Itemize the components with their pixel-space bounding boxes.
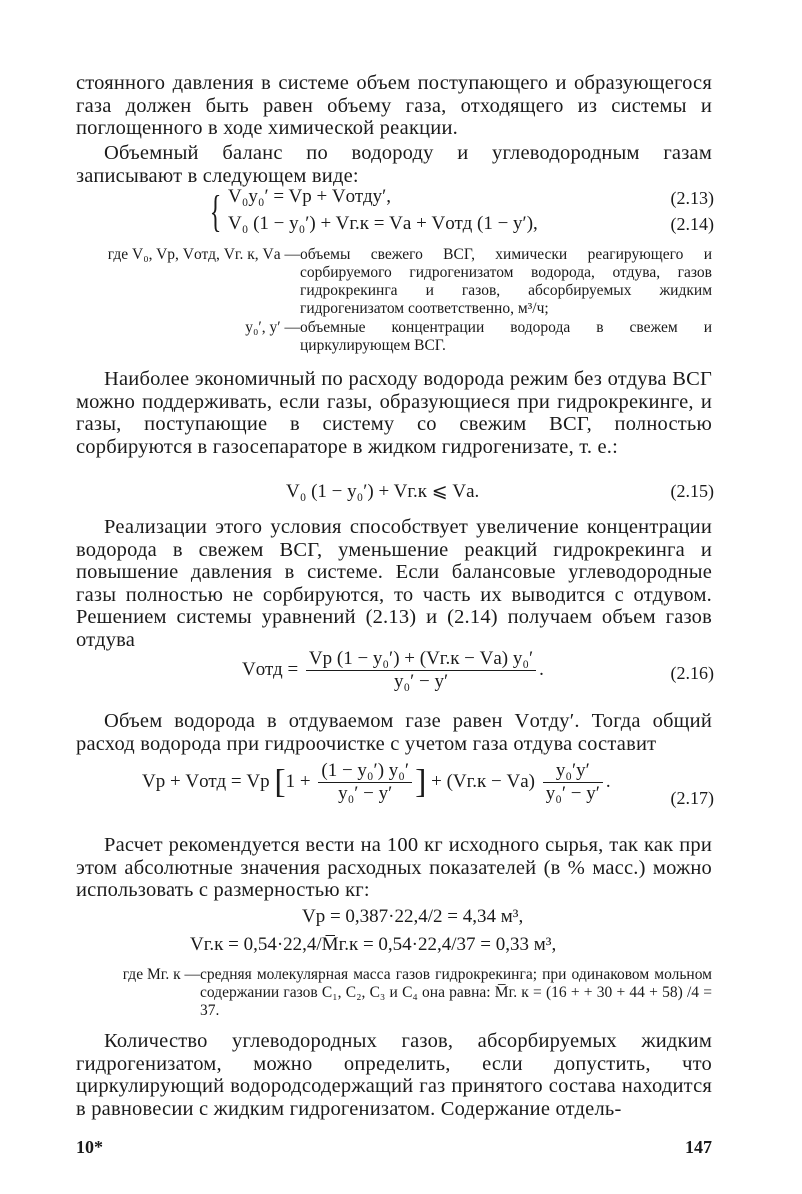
signature-mark: 10*	[76, 1137, 103, 1157]
where-label-concentrations: y₀′, y′ —	[245, 319, 300, 336]
eq17-fraction-2	[543, 760, 603, 805]
page-number: 147	[685, 1137, 712, 1157]
paragraph-hydrogen-volume: Объем водорода в отдуваемом газе равен Vотдy′. Тогда общий расход водорода при гидроочистке с учетом газа отдува составит	[76, 710, 712, 755]
calculation-vr: Vр = 0,387·22,4/2 = 4,34 м³,	[302, 906, 524, 927]
eq17-f1-denominator: y₀′ − y′	[338, 783, 393, 804]
paragraph-conditions: Реализации этого условия способствует увеличение концентрации водорода в свежем ВСГ, уменьшение реакций гидрокрекинга и повышение давления в системе. Если балансовые углеводородные газы полностью не сорбируются, то часть их выводится с отдувом. Решением системы уравнений (2.13) и (2.14) получаем объем газов отдува	[76, 516, 712, 651]
paragraph-absorbed-gases: Количество углеводородных газов, абсорбируемых жидким гидрогенизатом, можно определить, если допустить, что циркулирующий водородсодержащий газ принятого состава находится в равновесии с жидким гидрогенизатом. Содержание отдель-	[76, 1030, 712, 1120]
system-brace: {	[209, 187, 222, 236]
where-text-volumes: объемы свежего ВСГ, химически реагирующего и сорбируемого гидрогенизатом водорода, отдува, газов гидрокрекинга и газов, абсорбируемых жидким гидрогенизатом соответственно, м³/ч;	[300, 246, 712, 317]
eq16-denominator: y₀′ − y′	[393, 671, 449, 692]
paragraph-calculation: Расчет рекомендуется вести на 100 кг исходного сырья, так как при этом абсолютные значения расходных показателей (в % масс.) можно использовать с размерностью кг:	[76, 834, 712, 901]
equation-2-15: V₀ (1 − y₀′) + Vг.к ⩽ Vа.	[286, 481, 480, 502]
equation-number-2-13: (2.13)	[670, 188, 714, 208]
equation-2-13: V₀y₀′ = Vр + Vотдy′,	[228, 186, 392, 207]
equation-number-2-16: (2.16)	[670, 663, 714, 683]
equation-2-14: V₀ (1 − y₀′) + Vг.к = Vа + Vотд (1 − y′),	[228, 213, 538, 234]
equation-2-17	[142, 760, 611, 805]
paragraph-economical-mode: Наиболее экономичный по расходу водорода режим без отдува ВСГ можно поддерживать, если газы, образующиеся при гидрокрекинге, и газы, поступающие в систему со свежим ВСГ, полностью сорбируются в газосепараторе в жидком гидрогенизате, т. е.:	[76, 368, 712, 458]
eq16-lhs: Vотд =	[242, 658, 299, 680]
eq17-f2-denominator: y₀′ − y′	[545, 783, 600, 804]
where-label-molar-mass: где Mг. к —	[122, 966, 200, 983]
paragraph-continued: стоянного давления в системе объем поступающего и образующегося газа должен быть равен объему газа, отходящего из системы и поглощенного в ходе химической реакции.	[76, 72, 712, 139]
where-label-volumes: где V₀, Vр, Vотд, Vг. к, Vа —	[107, 246, 300, 263]
eq17-one: 1 +	[285, 770, 311, 792]
eq16-numerator: Vр (1 − y₀′) + (Vг.к − Vа) y₀′	[306, 648, 536, 671]
where-text-molar-mass: средняя молекулярная масса газов гидрокрекинга; при одинаковом мольном содержании газов C₁, C₂, C₃ и C₄ она равна: M̅г. к = (16 + + 30 + 44 + 58) /4 = 37.	[200, 966, 712, 1019]
eq17-mid: + (Vг.к − Vа)	[431, 770, 535, 792]
equation-number-2-17: (2.17)	[670, 788, 714, 808]
eq17-tail: .	[605, 770, 611, 792]
eq17-lhs: Vр + Vотд = Vр	[142, 770, 270, 792]
equation-number-2-14: (2.14)	[670, 214, 714, 234]
where-text-concentrations: объемные концентрации водорода в свежем и циркулирующем ВСГ.	[300, 319, 712, 354]
eq17-fraction-1	[318, 760, 412, 805]
equation-2-16	[242, 648, 544, 693]
eq17-f1-numerator: (1 − y₀′) y₀′	[318, 760, 412, 783]
eq16-fraction	[306, 648, 536, 693]
paragraph-balance-intro: Объемный баланс по водороду и углеводородным газам записывают в следующем виде:	[76, 142, 712, 187]
eq17-bracket-open: [	[274, 763, 286, 801]
eq17-f2-numerator: y₀′y′	[543, 760, 603, 783]
eq16-tail: .	[539, 658, 544, 680]
equation-number-2-15: (2.15)	[670, 481, 714, 501]
eq17-bracket-close: ]	[415, 763, 427, 801]
calculation-vgk: Vг.к = 0,54·22,4/M̅г.к = 0,54·22,4/37 = 0,33 м³,	[190, 934, 557, 955]
